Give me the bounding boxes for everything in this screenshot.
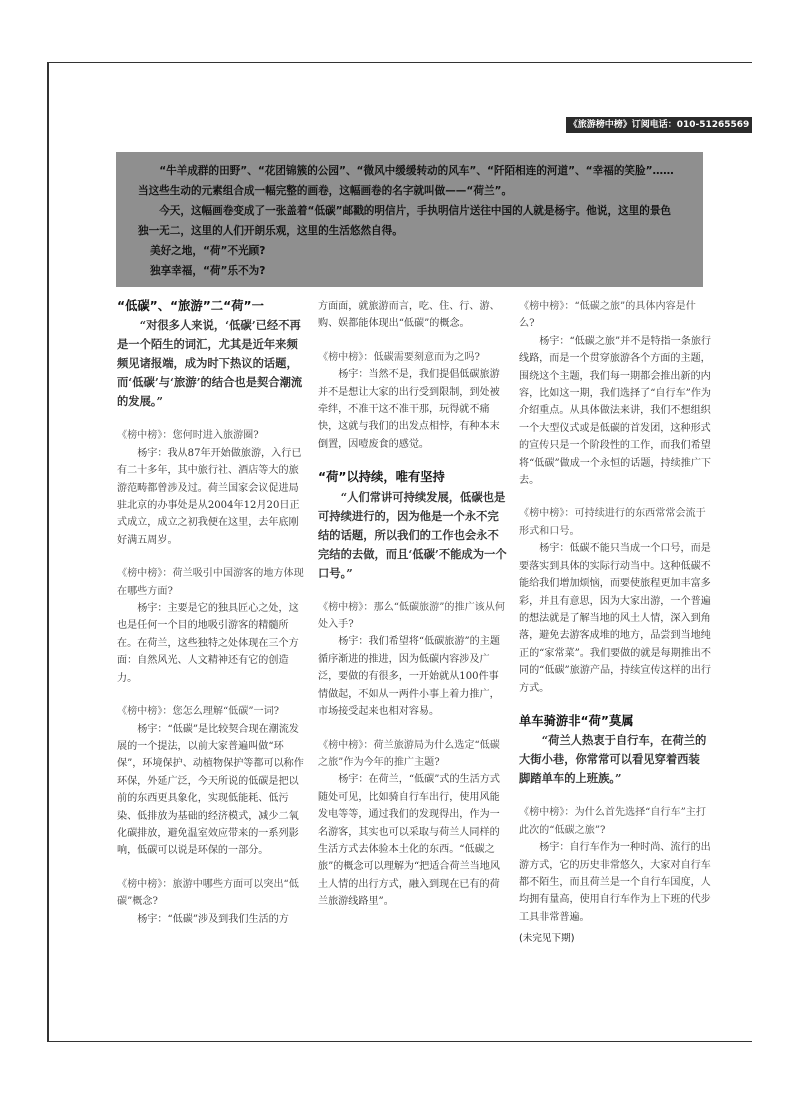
interview-answer: 杨宇：低碳不能只当成一个口号，而是要落实到具体的实际行动当中。这种低碳不能给我们增加烦恼，而要使旅程更加丰富多彩，并且有意思，因为大家出游，一个普遍的想法就是了解当地的风土人情，深入到角落，避免去游客成堆的地方，品尝到当地纯正的“家常菜”。我们要做的就是每期推出不同的“低碳”旅游产品，持续宣传这样的出行方式。 bbox=[519, 543, 712, 694]
intro-tagline-2: 独享幸福，“荷”乐不为? bbox=[150, 265, 266, 277]
interview-answer: 杨宇：我们希望将“低碳旅游”的主题循序渐进的推进，因为低碳内容涉及广泛，要做的有很多，一开始就从100件事情做起，不如从一两件小事上着力推广，市场接受起来也相对容易。 bbox=[318, 636, 500, 718]
interview-question: 《榜中榜》：您怎么理解“低碳”一词? bbox=[117, 706, 280, 718]
subscription-hotline: 《旅游榜中榜》订阅电话：010-51265569 bbox=[566, 117, 752, 133]
intro-paragraph-1: “牛羊成群的田野”、“花团锦簇的公园”、“微风中缓缓转动的风车”、“阡陌相连的河道”、“幸福的笑脸”……当这些生动的元素组合成一幅完整的画卷，这幅画卷的名字就叫做——“荷兰”。 bbox=[138, 165, 674, 197]
interview-answer: 杨宇：“低碳之旅”并不是特指一条旅行线路，而是一个贯穿旅游各个方面的主题，围绕这个主题，我们每一期都会推出新的内容，比如这一期，我们选择了“自行车”作为介绍重点。从具体做法来讲，我们不想组织一个大型仪式或是低碳的首发团，这种形式的宣传只是一个阶段性的工作，而我们希望将“低碳”做成一个永恒的话题，持续推广下去。 bbox=[519, 335, 712, 487]
interview-question: 《榜中榜》：为什么首先选择“自行车”主打此次的“低碳之旅”? bbox=[519, 807, 706, 836]
interview-answer: 杨宇：在荷兰，“低碳”式的生活方式随处可见，比如骑自行车出行，使用风能发电等等，通过我们的发现得出，作为一名游客，其实也可以采取与荷兰人同样的生活方式去体验本土化的东西。“低碳之旅”的概念可以理解为“把适合荷兰当地风土人情的出行方式，融入到现在已有的荷兰旅游线路里”。 bbox=[318, 774, 500, 908]
interview-answer-continued: 方面面，就旅游而言，吃、住、行、游、购、娱都能体现出“低碳”的概念。 bbox=[318, 301, 500, 330]
intro-paragraph-2: 今天，这幅画卷变成了一张盖着“低碳”邮戳的明信片，手执明信片送往中国的人就是杨宇。他说，这里的景色独一无二，这里的人们开朗乐观，这里的生活悠然自得。 bbox=[138, 205, 672, 237]
section-heading: 单车骑游非“荷”莫属 bbox=[519, 713, 634, 728]
section-lead-quote: “对很多人来说，‘低碳’已经不再是一个陌生的词汇，尤其是近年来频频见诸报端，成为时下热议的话题，而‘低碳’与‘旅游’的结合也是契合潮流的发展。” bbox=[117, 318, 303, 409]
interview-question: 《榜中榜》：“低碳之旅”的具体内容是什么? bbox=[519, 301, 696, 330]
interview-answer: 杨宇：自行车作为一种时尚、流行的出游方式，它的历史非常悠久，大家对自行车都不陌生，而且荷兰是一个自行车国度，人均拥有量高，使用自行车作为上下班的代步工具非常普遍。 bbox=[519, 842, 711, 923]
interview-question: 《榜中榜》：荷兰吸引中国游客的地方体现在哪些方面? bbox=[117, 568, 304, 597]
intro-tagline-1: 美好之地，“荷”不光顾? bbox=[150, 245, 266, 257]
section-heading: “低碳”、“旅游”二“荷”一 bbox=[117, 299, 264, 313]
section-heading: “荷”以持续，唯有坚持 bbox=[318, 470, 445, 485]
interview-answer: 杨宇：当然不是，我们提倡低碳旅游并不是想让大家的出行受到限制，到处被牵绊，不准干这不准干那，玩得就不痛快，这就与我们的出发点相悖，有种本末倒置，因噎废食的感觉。 bbox=[318, 369, 500, 450]
to-be-continued-note: (未完见下期) bbox=[519, 933, 575, 945]
section-lead-quote: “人们常讲可持续发展，低碳也是可持续进行的，因为他是一个永不完结的话题，所以我们的工作也会永不完结的去做，而且‘低碳’不能成为一个口号。” bbox=[318, 489, 507, 580]
article-column-3 bbox=[519, 298, 711, 948]
interview-question: 《榜中榜》：那么“低碳旅游”的推广该从何处入手? bbox=[318, 601, 505, 631]
interview-answer: 杨宇：我从87年开始做旅游，入行已有二十多年，其中旅行社、酒店等大的旅游范畴都曾涉及过。荷兰国家会议促进局驻北京的办事处是从2004年12月20日正式成立，成立之初我便在这里，去年底刚好满五周岁。 bbox=[117, 447, 302, 546]
interview-question: 《榜中榜》：可持续进行的东西常常会流于形式和口号。 bbox=[519, 508, 706, 537]
interview-question: 《榜中榜》：您何时进入旅游圈? bbox=[117, 430, 259, 442]
article-column-2 bbox=[318, 298, 507, 911]
intro-box bbox=[116, 152, 703, 287]
section-lead-quote: “荷兰人热衷于自行车，在荷兰的大街小巷，你常常可以看见穿着西装脚踏单车的上班族。” bbox=[519, 733, 707, 786]
interview-question: 《榜中榜》：低碳需要刻意而为之吗? bbox=[318, 351, 480, 363]
interview-question: 《榜中榜》：旅游中哪些方面可以突出“低碳”概念? bbox=[117, 878, 299, 908]
interview-answer: 杨宇：“低碳”是比较契合现在潮流发展的一个提法，以前大家普遍叫做“环保”，环境保护、动植物保护等都可以称作环保，外延广泛，今天所说的低碳是把以前的东西更具象化，实现低能耗、低污染、低排放为基础的经济模式，减少二氧化碳排放，避免温室效应带来的一系列影响，低碳可以说是环保的一部分。 bbox=[117, 723, 304, 857]
interview-answer: 杨宇：“低碳”涉及到我们生活的方 bbox=[137, 913, 289, 925]
interview-question: 《榜中榜》：荷兰旅游局为什么选定“低碳之旅”作为今年的推广主题? bbox=[318, 739, 500, 768]
article-column-1 bbox=[117, 298, 306, 928]
interview-answer: 杨宇：主要是它的独具匠心之处，这也是任何一个目的地吸引游客的精髓所在。在荷兰，这些独特之处体现在三个方面：自然风光、人文精神还有它的创造力。 bbox=[117, 603, 299, 684]
